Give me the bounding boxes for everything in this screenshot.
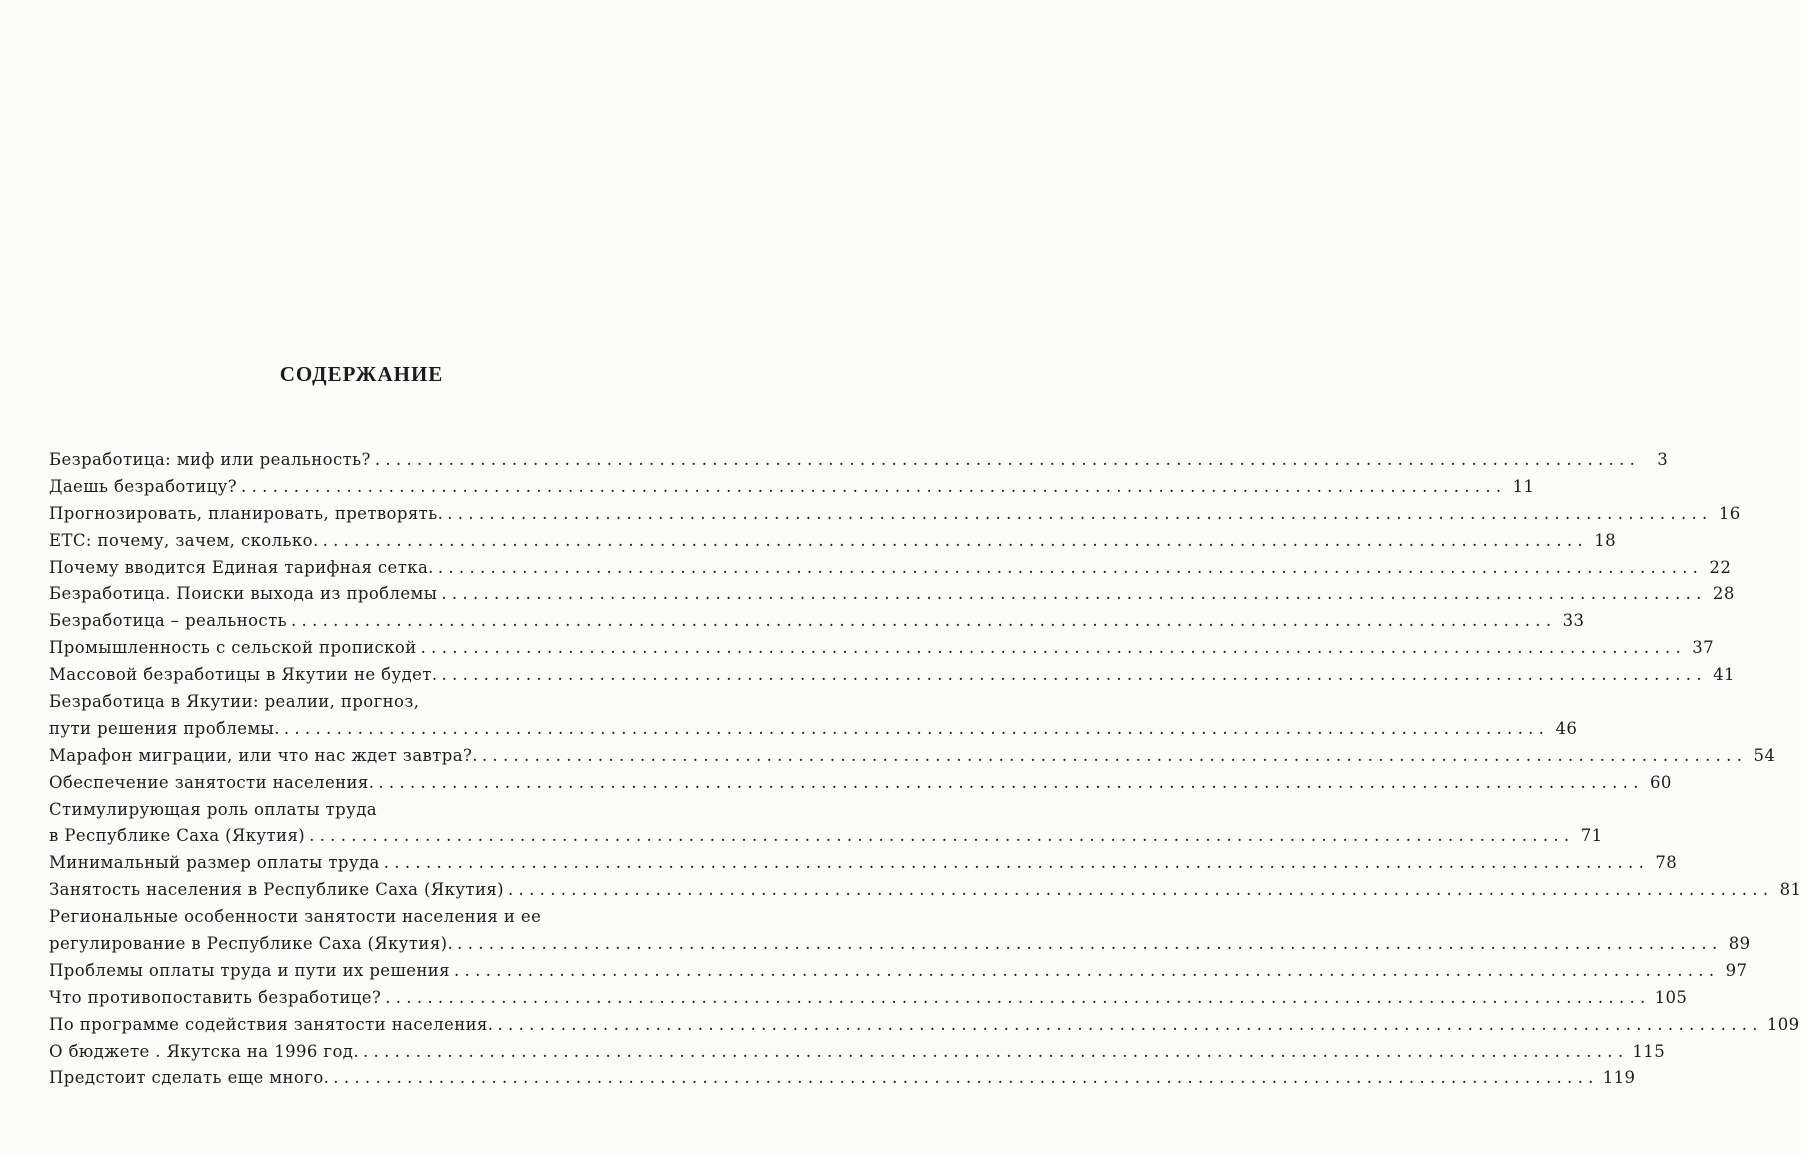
toc-entry [49,503,1741,531]
toc-page-number: 97 [1725,960,1748,980]
toc-entry [49,745,1776,773]
toc-entry [49,880,1801,907]
dot-leader: ........................................................................................................................ [420,638,1687,658]
toc-entry [49,450,1669,477]
toc-entry-title: регулирование в Республике Саха (Якутия). [49,934,454,954]
toc-entry [49,934,1751,961]
toc-entry-title: Почему вводится Единая тарифная сетка. [49,557,434,577]
toc-entry-title: Даешь безработицу? [49,476,238,496]
toc-entry-title: Предстоит сделать еще много. [49,1068,330,1088]
toc-entry-title: Стимулирующая роль оплаты труда [49,799,377,819]
toc-entry-title: Безработица в Якутии: реалии, прогноз, [49,692,420,712]
toc-entry-title: Массовой безработицы в Якутии не будет. [49,665,438,685]
dot-leader: ........................................................................................................................ [241,476,1507,496]
dot-leader: ........................................................................................................................ [497,1014,1763,1034]
dot-leader: ........................................................................................................................ [457,934,1723,954]
page-title: СОДЕРЖАНИЕ [279,362,444,386]
toc-page-number: 11 [1512,476,1535,496]
table-of-contents [49,450,1801,1095]
toc-entry [49,584,1735,611]
dot-leader: ........................................................................................................................ [309,826,1575,846]
dot-leader: ........................................................................................................................ [283,718,1550,738]
toc-page-number: 33 [1562,611,1585,631]
dot-leader: ........................................................................................................................ [333,1068,1599,1088]
toc-entry-title: Что противопоставить безработице? [49,987,382,1007]
toc-entry [49,692,675,719]
toc-entry-title: Безработица: миф или реальность? [49,450,371,469]
toc-entry-title: в Республике Саха (Якутия) [49,826,306,846]
dot-leader: ........................................................................................................................ [383,853,1650,873]
dot-leader: ........................................................................................................................ [290,611,1557,631]
dot-leader: ........................................................................................................................ [385,987,1651,1007]
toc-page-number: 3 [1657,450,1669,469]
toc-page-number: 71 [1580,826,1603,846]
toc-page-number: 16 [1718,503,1741,523]
toc-entry [49,638,1715,665]
dot-leader: ........................................................................................................................ [453,960,1720,980]
dot-leader: ........................................................................................................................ [363,1041,1629,1061]
toc-entry-title: Марафон миграции, или что нас ждет завтра?. [49,745,478,765]
toc-entry [49,960,1748,988]
toc-page-number: 105 [1654,987,1688,1007]
toc-entry-title: Промышленность с сельской пропиской [49,638,417,658]
toc-entry [49,557,1732,585]
dot-leader: ........................................................................................................................ [437,557,1704,577]
toc-entry [49,826,1603,853]
toc-entry [49,1068,1636,1095]
dot-leader: ........................................................................................................................ [374,450,1641,469]
toc-page-number: 115 [1632,1041,1666,1061]
dot-leader: ........................................................................................................................ [441,665,1707,685]
toc-entry-title: ЕТС: почему, зачем, сколько. [49,530,319,550]
toc-entry [49,853,1678,880]
toc-entry [49,1014,1800,1042]
toc-page-number: 89 [1728,934,1751,954]
toc-page-number: 18 [1594,530,1616,550]
toc-entry-title: Прогнозировать, планировать, претворять. [49,503,444,523]
toc-entry [49,772,1672,800]
toc-page-number: 28 [1712,584,1735,604]
toc-entry [49,530,1616,558]
toc-page-number: 37 [1692,638,1715,658]
dot-leader: ........................................................................................................................ [508,880,1774,900]
toc-page-number: 81 [1779,880,1801,900]
toc-page-number: 60 [1649,772,1672,792]
toc-entry [49,1041,1666,1069]
toc-page-number: 41 [1713,665,1735,685]
dot-leader: ........................................................................................................................ [322,530,1588,550]
toc-entry [49,611,1585,638]
toc-entry [49,476,1535,504]
toc-entry-title: Проблемы оплаты труда и пути их решения [49,960,450,980]
dot-leader: ........................................................................................................................ [481,745,1748,765]
toc-entry [49,665,1735,692]
toc-page-number: 78 [1655,853,1678,873]
toc-entry-title: По программе содействия занятости населения. [49,1014,494,1034]
toc-entry [49,800,675,827]
toc-entry [49,987,1688,1015]
toc-entry-title: Минимальный размер оплаты труда [49,853,380,873]
toc-page-number: 119 [1602,1068,1636,1088]
toc-entry-title: Безработица. Поиски выхода из проблемы [49,584,438,604]
toc-entry-title: Занятость населения в Республике Саха (Якутия) [49,880,505,900]
dot-leader: ........................................................................................................................ [441,584,1707,604]
toc-page-number: 109 [1766,1014,1800,1034]
toc-entry-title: О бюджете . Якутска на 1996 год. [49,1041,360,1061]
dot-leader: ........................................................................................................................ [447,503,1713,523]
toc-entry [49,907,675,934]
toc-entry-title: Безработица – реальность [49,611,287,631]
toc-entry-title: пути решения проблемы. [49,718,280,738]
toc-page-number: 54 [1753,745,1776,765]
toc-page-number: 22 [1709,557,1732,577]
toc-entry-title: Региональные особенности занятости населения и ее [49,907,542,927]
toc-entry-title: Обеспечение занятости населения. [49,772,375,792]
toc-entry [49,718,1578,746]
dot-leader: ........................................................................................................................ [378,772,1644,792]
toc-page-number: 46 [1555,718,1578,738]
